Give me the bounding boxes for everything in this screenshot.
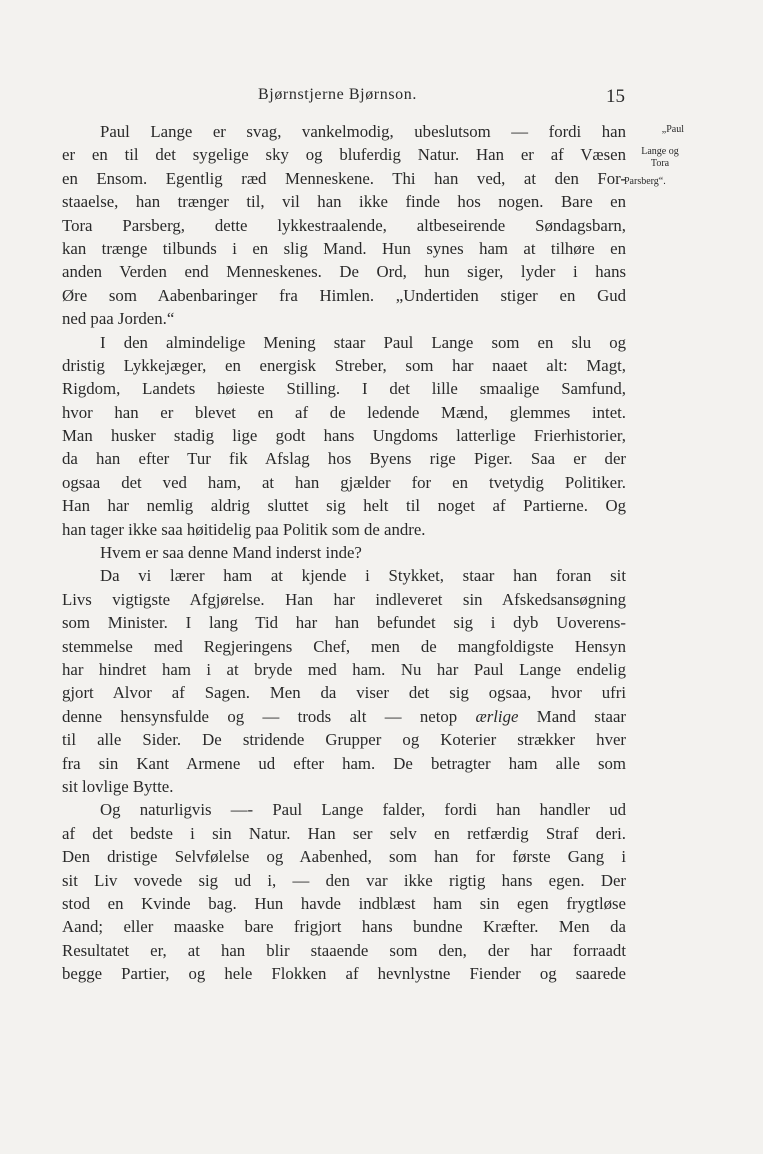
text-line: Man husker stadig lige godt hans Ungdoms latterlige Frierhistorier, bbox=[62, 426, 626, 446]
text-line: anden Verden end Menneskenes. De Ord, hun siger, lyder i hans bbox=[62, 262, 626, 282]
margin-note-line: „Paul bbox=[661, 124, 684, 135]
text-line: gjort Alvor af Sagen. Men da viser det sig ogsaa, hvor ufri bbox=[62, 683, 626, 703]
text-line: til alle Sider. De stridende Grupper og Koterier strækker hver bbox=[62, 730, 626, 750]
text-line: Tora Parsberg, dette lykkestraalende, altbeseirende Søndagsbarn, bbox=[62, 215, 626, 235]
text-line: staaelse, han trænger til, vil han ikke finde hos nogen. Bare en bbox=[62, 192, 626, 212]
text-line: af det bedste i sin Natur. Han ser selv en retfærdig Straf deri. bbox=[62, 823, 626, 843]
text-line: begge Partier, og hele Flokken af hevnlystne Fiender og saarede bbox=[62, 964, 626, 984]
text-line: Paul Lange er svag, vankelmodig, ubeslutsom — fordi han bbox=[100, 122, 626, 141]
text-line: fra sin Kant Armene ud efter ham. De betragter ham alle som bbox=[62, 753, 626, 773]
text-line: Resultatet er, at han blir staaende som den, der har forraadt bbox=[62, 940, 626, 960]
text-line: sit lovlige Bytte. bbox=[62, 776, 174, 796]
running-head: Bjørnstjerne Bjørnson. bbox=[258, 86, 417, 103]
text-line: Rigdom, Landets høieste Stilling. I det lille smaalige Samfund, bbox=[62, 379, 626, 399]
text-line: har hindret ham i at bryde med ham. Nu har Paul Lange endelig bbox=[62, 659, 626, 679]
text-line: ogsaa det ved ham, at han gjælder for en tvetydig Politiker. bbox=[62, 472, 626, 492]
margin-note-line: Tora bbox=[650, 158, 670, 169]
margin-note bbox=[624, 124, 690, 188]
text-fragment: denne hensynsfulde og — trods alt — netop bbox=[62, 706, 476, 726]
text-line: stod en Kvinde bag. Hun havde indblæst ham sin egen frygtløse bbox=[62, 893, 626, 913]
text-line: kan trænge tilbunds i en slig Mand. Hun synes ham at tilhøre en bbox=[62, 238, 626, 258]
text-line: Aand; eller maaske bare frigjort hans bundne Kræfter. Men da bbox=[62, 917, 626, 937]
text-line: sit Liv vovede sig ud i, — den var ikke rigtig hans egen. Der bbox=[62, 870, 626, 890]
text-line: Han har nemlig aldrig sluttet sig helt til noget af Partierne. Og bbox=[62, 496, 626, 516]
text-fragment: Mand staar bbox=[518, 706, 626, 726]
text-line: Da vi lærer ham at kjende i Stykket, staar han foran sit bbox=[100, 566, 626, 586]
text-line: Øre som Aabenbaringer fra Himlen. „Undertiden stiger en Gud bbox=[62, 285, 626, 305]
page-header bbox=[0, 82, 763, 112]
text-line: Den dristige Selvfølelse og Aabenhed, som han for første Gang i bbox=[62, 847, 626, 867]
text-line: dristig Lykkejæger, en energisk Streber, som har naaet alt: Magt, bbox=[62, 355, 626, 375]
text-line: I den almindelige Mening staar Paul Lange som en slu og bbox=[100, 332, 626, 352]
margin-note-line: Lange og bbox=[641, 146, 679, 157]
text-line: Livs vigtigste Afgjørelse. Han har indleveret sin Afskedsansøgning bbox=[62, 589, 626, 609]
body-text bbox=[62, 120, 626, 985]
text-line: Hvem er saa denne Mand inderst inde? bbox=[100, 543, 362, 563]
text-line: da han efter Tur fik Afslag hos Byens rige Piger. Saa er der bbox=[62, 449, 626, 469]
text-line: hvor han er blevet en af de ledende Mænd, glemmes intet. bbox=[62, 402, 626, 422]
text-line: han tager ikke saa høitidelig paa Politik som de andre. bbox=[62, 519, 426, 539]
page-number: 15 bbox=[606, 86, 625, 107]
italic-word: ærlige bbox=[475, 706, 519, 726]
text-line: en Ensom. Egentlig ræd Menneskene. Thi han ved, at den For- bbox=[62, 168, 626, 188]
text-line: Og naturligvis —- Paul Lange falder, fordi han handler ud bbox=[100, 800, 626, 820]
text-line: er en til det sygelige sky og bluferdig Natur. Han er af Væsen bbox=[62, 145, 626, 165]
text-line bbox=[62, 705, 626, 728]
text-line: stemmelse med Regjeringens Chef, men de mangfoldigste Hensyn bbox=[62, 636, 626, 656]
text-line: ned paa Jorden.“ bbox=[62, 309, 175, 329]
margin-note-line: Parsberg“. bbox=[624, 176, 666, 187]
text-line: som Minister. I lang Tid har han befundet sig i dyb Uoverens- bbox=[62, 613, 626, 633]
